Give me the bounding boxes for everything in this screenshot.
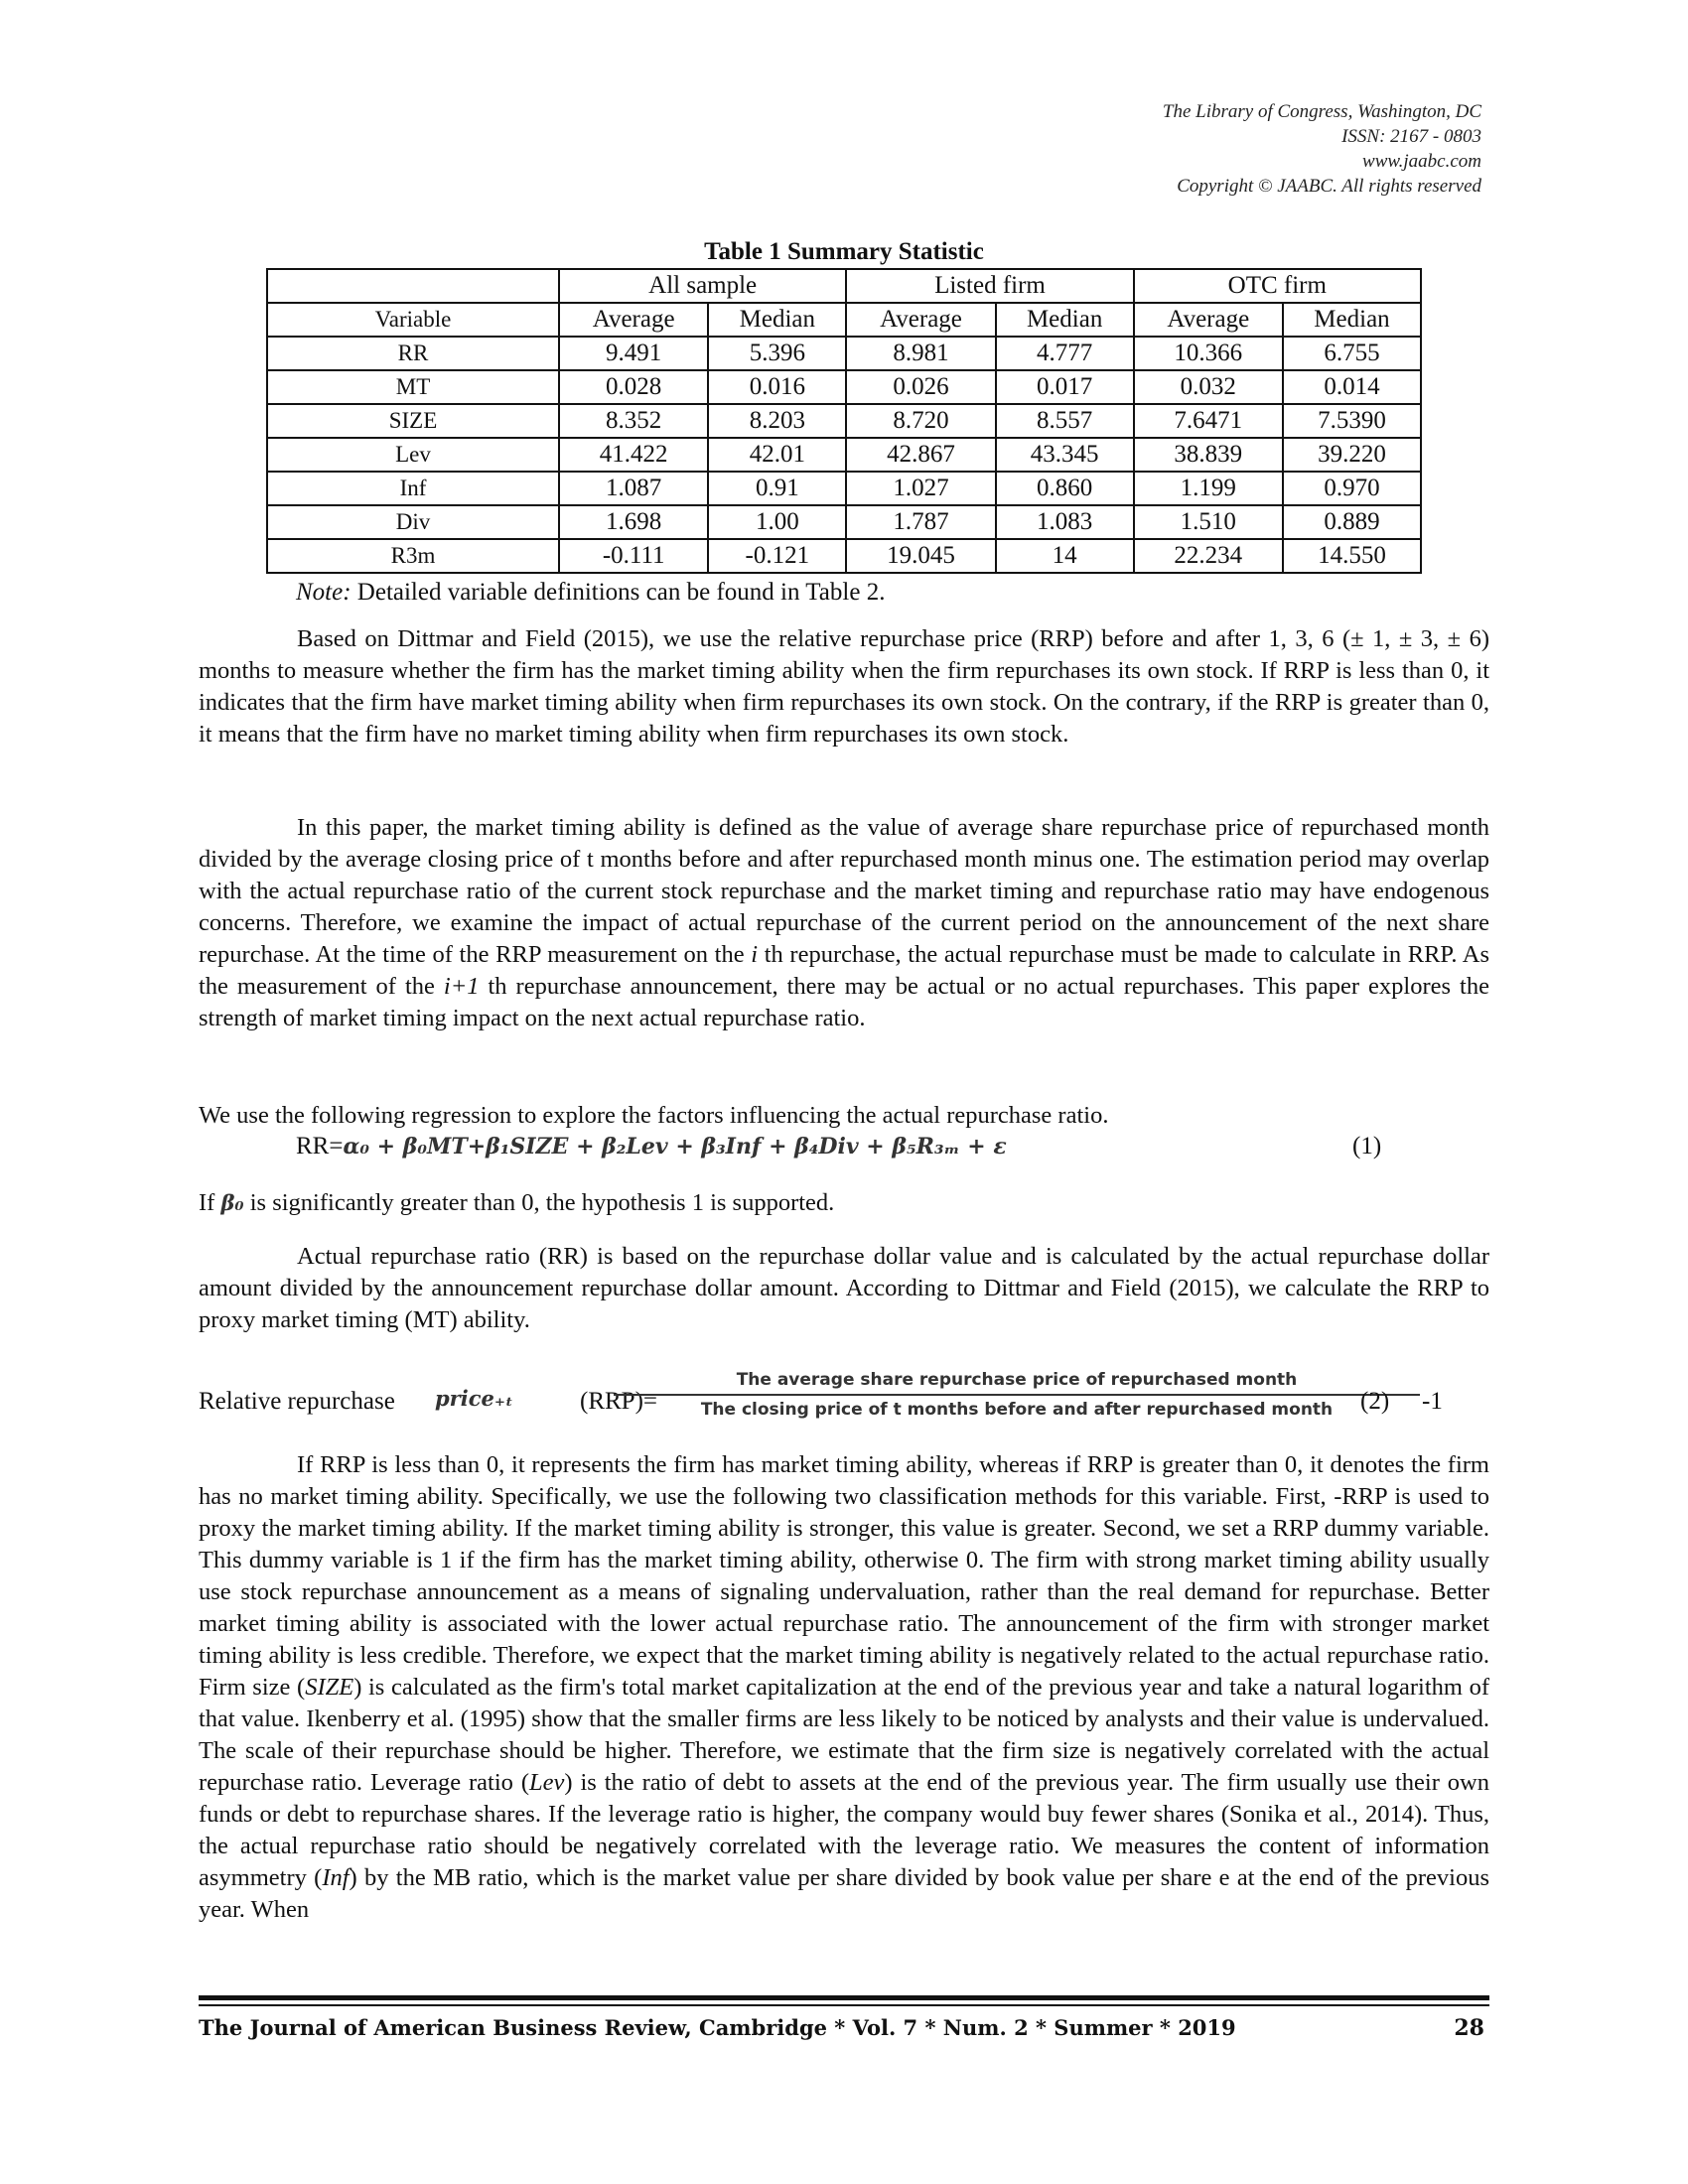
table-cell: 0.860	[996, 472, 1134, 505]
table-cell: 42.01	[708, 438, 846, 472]
equation-1-number: (1)	[1352, 1133, 1382, 1160]
row-variable: MT	[267, 370, 559, 404]
table-row	[267, 505, 1421, 539]
table-cell: 0.014	[1283, 370, 1421, 404]
subheader-cell: Median	[996, 303, 1134, 337]
table-cell: 4.777	[996, 337, 1134, 370]
group-header-all-sample: All sample	[559, 269, 846, 303]
paragraph-text: ) is calculated as the firm's total market capitalization at the end of the previous year and take a natural logarithm of that value. Ikenberry et al. (1995) show that the smaller firms are less likely to be noticed by analysts and their value is undervalued. The scale of their repurchase should be higher. Therefore, we estimate that the firm size is negatively correlated with the actual repurchase ratio. Leverage ratio (	[199, 1674, 1489, 1796]
paragraph-market-timing	[199, 812, 1489, 1034]
row-variable: Div	[267, 505, 559, 539]
header-line-2: ISSN: 2167 - 0803	[1341, 126, 1481, 147]
table-cell: 1.199	[1134, 472, 1283, 505]
table-cell: 7.5390	[1283, 404, 1421, 438]
page-number: 28	[1454, 2015, 1484, 2041]
table-title: Table 1 Summary Statistic	[704, 238, 984, 265]
paragraph-text: th repurchase announcement, there may be actual or no actual repurchases. This paper explores the strength of market timing impact on the next actual repurchase ratio.	[199, 973, 1489, 1031]
subheader-cell: Median	[708, 303, 846, 337]
equation-2	[199, 1370, 1509, 1430]
paragraph-text: In this paper, the market timing ability is defined as the value of average share repurchase price of repurchased month divided by the average closing price of t months before and after repurchased month minus one. The estimation period may overlap with the actual repurchase ratio of the current stock repurchase and the market timing and repurchase ratio may have endogenous concerns. Therefore, we examine the impact of actual repurchase of the current period on the announcement of the next share repurchase. At the time of the RRP measurement on the	[199, 814, 1489, 968]
table-row	[267, 370, 1421, 404]
paragraph-hypothesis	[199, 1187, 1489, 1219]
table-cell: 14.550	[1283, 539, 1421, 573]
table-subheader-row	[267, 303, 1421, 337]
italic-term: Lev	[529, 1769, 565, 1796]
table-cell: 1.698	[559, 505, 708, 539]
equation-2-numerator: The average share repurchase price of repurchased month	[736, 1370, 1298, 1390]
table-row	[267, 404, 1421, 438]
table-cell: 38.839	[1134, 438, 1283, 472]
variable-column-header: Variable	[267, 303, 559, 337]
table-cell: 8.981	[846, 337, 995, 370]
table-cell: 9.491	[559, 337, 708, 370]
beta-symbol: β₀	[220, 1190, 244, 1215]
equation-2-price-term: price₊ₜ	[435, 1386, 513, 1411]
table-row	[267, 337, 1421, 370]
subheader-cell: Average	[1134, 303, 1283, 337]
paragraph-text: ) is the ratio of debt to assets at the end of the previous year. The firm usually use their own funds or debt to repurchase shares. If the leverage ratio is higher, the company would buy fewer shares (Sonika et al., 2014). Thus, the actual repurchase ratio should be negatively correlated with the leverage ratio. We measures the content of information asymmetry (	[199, 1769, 1489, 1891]
table-cell: 0.91	[708, 472, 846, 505]
paragraph-text: is significantly greater than 0, the hypothesis 1 is supported.	[243, 1189, 835, 1216]
footer-rule-thick	[199, 1995, 1489, 2000]
equation-2-rrp: (RRP)=	[580, 1388, 658, 1415]
header-line-1: The Library of Congress, Washington, DC	[1162, 101, 1481, 122]
table-cell: 1.510	[1134, 505, 1283, 539]
table-cell: 43.345	[996, 438, 1134, 472]
equation-1-rhs: α₀ + β₀MT+β₁SIZE + β₂Lev + β₃Inf + β₄Div + β₅R₃ₘ + ε	[343, 1134, 1007, 1160]
subheader-cell: Average	[846, 303, 995, 337]
table-row	[267, 438, 1421, 472]
table-cell: 0.032	[1134, 370, 1283, 404]
equation-1-lhs: RR=	[296, 1133, 344, 1160]
group-header-otc-firm: OTC firm	[1134, 269, 1421, 303]
italic-term: i+1	[443, 973, 480, 1000]
journal-header	[1163, 99, 1481, 199]
italic-term: i	[751, 941, 759, 968]
table-cell: 0.026	[846, 370, 995, 404]
table-cell: 0.016	[708, 370, 846, 404]
row-variable: RR	[267, 337, 559, 370]
table-cell: 8.720	[846, 404, 995, 438]
table-cell: 8.557	[996, 404, 1134, 438]
note-text: Detailed variable definitions can be found in Table 2.	[351, 579, 886, 606]
table-cell: 5.396	[708, 337, 846, 370]
table-cell: 10.366	[1134, 337, 1283, 370]
table-cell: 0.970	[1283, 472, 1421, 505]
italic-term: SIZE	[305, 1674, 354, 1701]
paragraph-text: ) by the MB ratio, which is the market value per share divided by book value per share e at the end of the previous year. When	[199, 1864, 1489, 1923]
table-cell: 0.889	[1283, 505, 1421, 539]
paragraph-rrp-definition: Based on Dittmar and Field (2015), we use the relative repurchase price (RRP) before and after 1, 3, 6 (± 1, ± 3, ± 6) months to measure whether the firm has the market timing ability when the firm repurchases its own stock. If RRP is less than 0, it indicates that the firm have market timing ability when firm repurchases its own stock. On the contrary, if the RRP is greater than 0, it means that the firm have no market timing ability when firm repurchases its own stock.	[199, 625, 1489, 748]
table-cell: 1.087	[559, 472, 708, 505]
table-cell: 41.422	[559, 438, 708, 472]
journal-footer: The Journal of American Business Review, Cambridge * Vol. 7 * Num. 2 * Summer * 2019	[199, 2015, 1236, 2040]
paragraph-variables	[199, 1449, 1489, 1926]
header-line-4: Copyright © JAABC. All rights reserved	[1177, 176, 1481, 197]
table-cell: -0.121	[708, 539, 846, 573]
table-corner-cell	[267, 269, 559, 303]
table-cell: 0.028	[559, 370, 708, 404]
table-note	[296, 579, 885, 607]
table-cell: 8.352	[559, 404, 708, 438]
table-cell: 42.867	[846, 438, 995, 472]
equation-2-label: Relative repurchase	[199, 1388, 395, 1415]
table-cell: 0.017	[996, 370, 1134, 404]
table-cell: 22.234	[1134, 539, 1283, 573]
table-row	[267, 539, 1421, 573]
equation-2-fraction	[614, 1370, 1420, 1420]
footer-rule-thin	[199, 2004, 1489, 2006]
row-variable: Lev	[267, 438, 559, 472]
table-group-row	[267, 269, 1421, 303]
table-cell: 6.755	[1283, 337, 1421, 370]
table-cell: 14	[996, 539, 1134, 573]
table-cell: 1.027	[846, 472, 995, 505]
summary-statistics-table	[266, 268, 1422, 574]
row-variable: R3m	[267, 539, 559, 573]
table-cell: 39.220	[1283, 438, 1421, 472]
table-row	[267, 472, 1421, 505]
italic-term: Inf	[322, 1864, 350, 1891]
table-cell: -0.111	[559, 539, 708, 573]
header-line-3: www.jaabc.com	[1362, 151, 1481, 172]
subheader-cell: Median	[1283, 303, 1421, 337]
table-cell: 1.00	[708, 505, 846, 539]
note-label: Note:	[296, 579, 352, 606]
equation-2-number: (2)	[1360, 1388, 1390, 1415]
equation-1	[296, 1133, 1007, 1160]
table-cell: 8.203	[708, 404, 846, 438]
row-variable: Inf	[267, 472, 559, 505]
paragraph-rr-definition: Actual repurchase ratio (RR) is based on the repurchase dollar value and is calculated by the actual repurchase dollar amount divided by the announcement repurchase dollar amount. According to Dittmar and Field (2015), we calculate the RRP to proxy market timing (MT) ability.	[199, 1243, 1489, 1333]
paragraph-text: If RRP is less than 0, it represents the firm has market timing ability, whereas if RRP is greater than 0, it denotes the firm has no market timing ability. Specifically, we use the following two classification methods for this variable. First, -RRP is used to proxy the market timing ability. If the market timing ability is stronger, this value is greater. Second, we set a RRP dummy variable. This dummy variable is 1 if the firm has the market timing ability, otherwise 0. The firm with strong market timing ability usually use stock repurchase announcement as a means of signaling undervaluation, rather than the real demand for repurchase. Better market timing ability is associated with the lower actual repurchase ratio. The announcement of the firm with stronger market timing ability is less credible. Therefore, we expect that the market timing ability is negatively related to the actual repurchase ratio. Firm size (	[199, 1451, 1489, 1701]
equation-2-denominator: The closing price of t months before and after repurchased month	[700, 1400, 1334, 1420]
paragraph-regression-intro: We use the following regression to explore the factors influencing the actual repurchase ratio.	[199, 1102, 1109, 1129]
row-variable: SIZE	[267, 404, 559, 438]
table-cell: 19.045	[846, 539, 995, 573]
table-cell: 1.083	[996, 505, 1134, 539]
equation-2-minus-one: -1	[1422, 1388, 1443, 1415]
subheader-cell: Average	[559, 303, 708, 337]
table-cell: 1.787	[846, 505, 995, 539]
table-cell: 7.6471	[1134, 404, 1283, 438]
group-header-listed-firm: Listed firm	[846, 269, 1133, 303]
paragraph-text: th repurchase, the actual repurchase must be made to calculate in RRP. As the measurement of the	[199, 941, 1489, 1000]
paragraph-text: If	[199, 1189, 221, 1216]
